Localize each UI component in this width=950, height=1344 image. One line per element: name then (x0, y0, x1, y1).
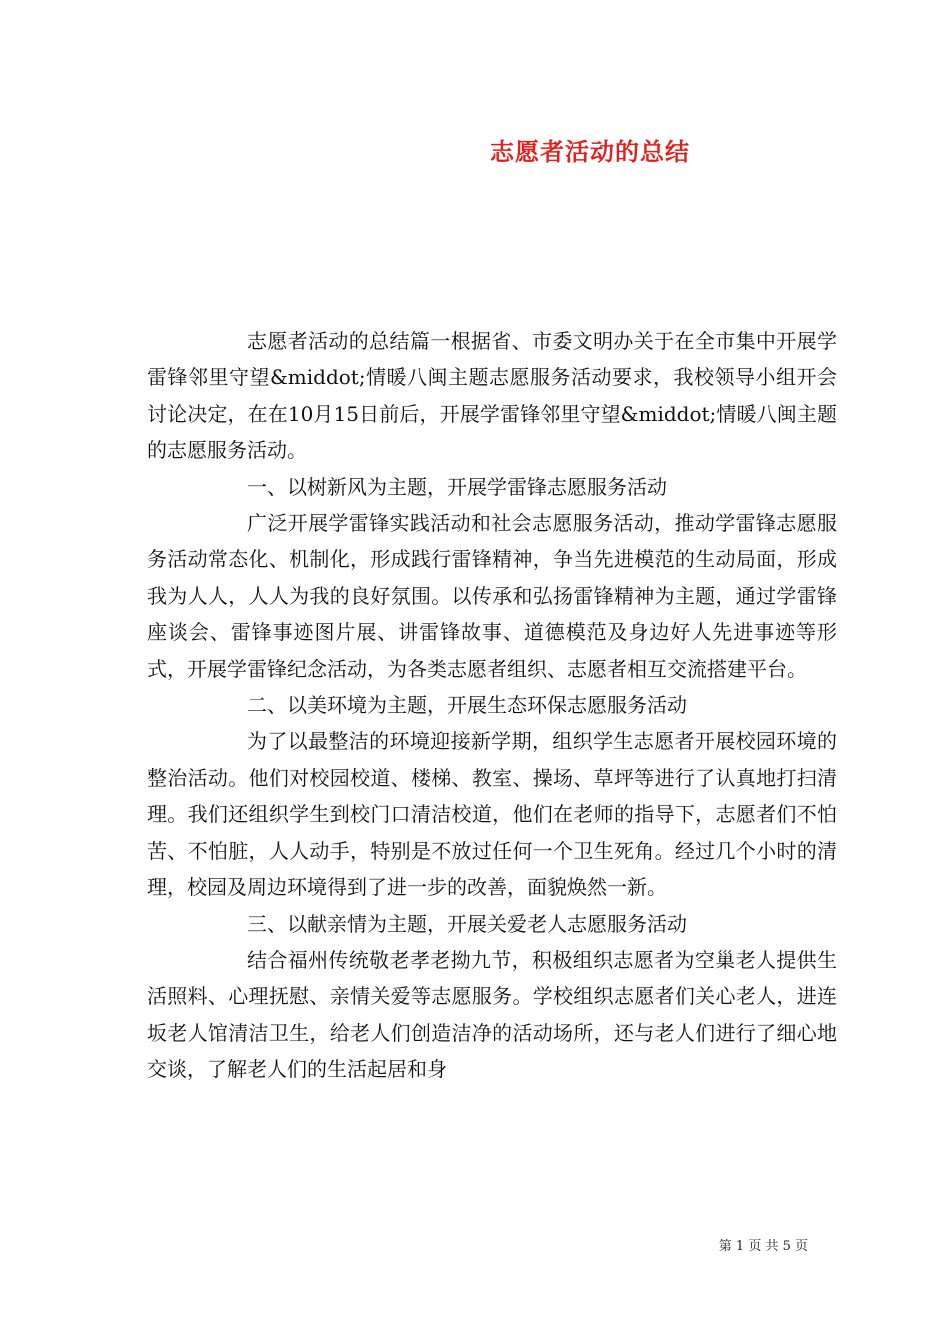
paragraph: 广泛开展学雷锋实践活动和社会志愿服务活动，推动学雷锋志愿服务活动常态化、机制化，形成践行雷锋精神，争当先进模范的生动局面，形成我为人人，人人为我的良好氛围。以传承和弘扬雷锋精神为主题，通过学雷锋座谈会、雷锋事迹图片展、讲雷锋故事、道德模范及身边好人先进事迹等形式，开展学雷锋纪念活动，为各类志愿者组织、志愿者相互交流搭建平台。 (147, 511, 837, 681)
section-heading: 二、以美环境为主题，开展生态环保志愿服务活动 (247, 693, 687, 718)
paragraph: 结合福州传统敬老孝老拗九节，积极组织志愿者为空巢老人提供生活照料、心理抚慰、亲情关爱等志愿服务。学校组织志愿者们关心老人，进连坂老人馆清洁卫生，给老人们创造洁净的活动场所，还与老人们进行了细心地交谈，了解老人们的生活起居和身 (147, 947, 837, 1082)
section-heading: 三、以献亲情为主题，开展关爱老人志愿服务活动 (247, 911, 687, 936)
document-body (147, 323, 837, 1088)
section-heading: 一、以树新风为主题，开展学雷锋志愿服务活动 (247, 474, 667, 499)
paragraph: 志愿者活动的总结篇一根据省、市委文明办关于在全市集中开展学雷锋邻里守望&middot;情暖八闽主题志愿服务活动要求，我校领导小组开会讨论决定，在在10月15日前后，开展学雷锋邻里守望&middot;情暖八闽主题的志愿服务活动。 (147, 329, 837, 463)
paragraph: 为了以最整洁的环境迎接新学期，组织学生志愿者开展校园环境的整治活动。他们对校园校道、楼梯、教室、操场、草坪等进行了认真地打扫清理。我们还组织学生到校门口清洁校道，他们在老师的指导下，志愿者们不怕苦、不怕脏，人人动手，特别是不放过任何一个卫生死角。经过几个小时的清理，校园及周边环境得到了进一步的改善，面貌焕然一新。 (147, 729, 837, 900)
document-title: 志愿者活动的总结 (490, 137, 690, 166)
page-number-footer: 第 1 页 共 5 页 (718, 1239, 808, 1254)
